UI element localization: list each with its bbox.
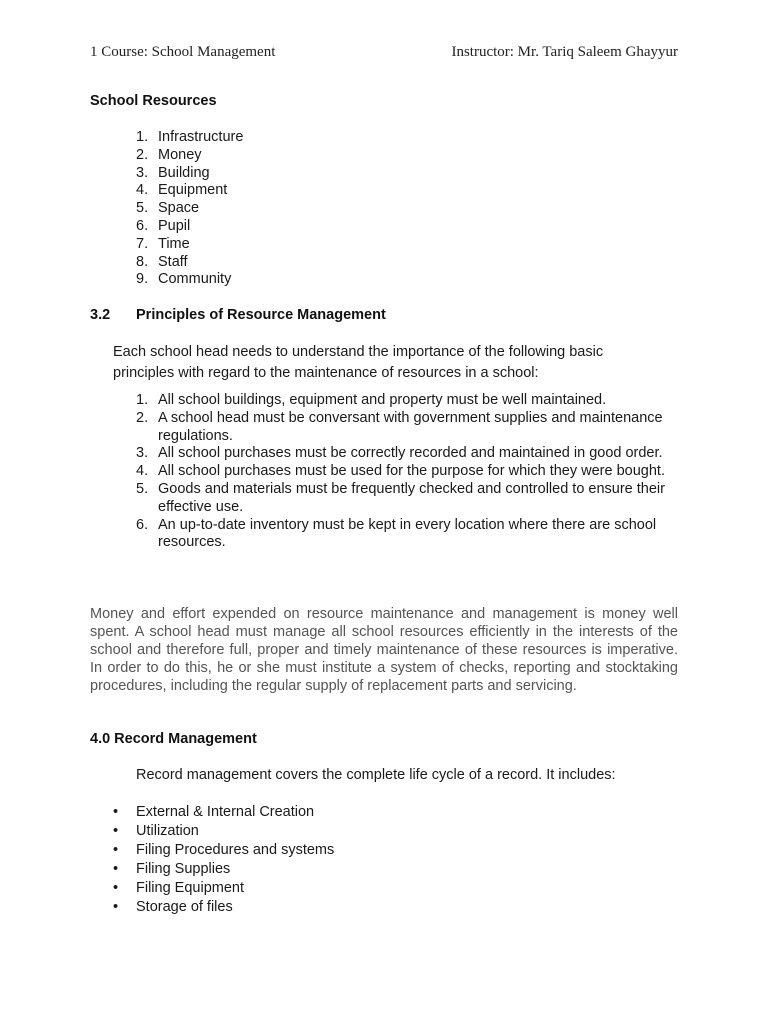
list-item-text: All school purchases must be correctly recorded and maintained in good order.	[158, 445, 663, 462]
list-item-text: Pupil	[158, 217, 191, 234]
list-item	[136, 182, 243, 200]
principles-intro: Each school head needs to understand the importance of the following basic principles with regard to the maintenance of resources in a school:	[113, 344, 604, 381]
list-item-number: 4.	[136, 463, 149, 480]
principles-heading	[90, 307, 386, 323]
list-item	[136, 254, 243, 272]
list-item-number: 5.	[136, 480, 149, 497]
list-item-number: 6.	[136, 217, 149, 234]
list-item-number: 6.	[136, 516, 149, 533]
list-item-text: Infrastructure	[158, 129, 244, 145]
section-number: 3.2	[90, 307, 111, 323]
list-item-number: 8.	[136, 253, 149, 270]
bullet-item: • Filing Procedures and systems	[113, 841, 334, 860]
section-title: Principles of Resource Management	[136, 307, 386, 323]
bullet-item: • Filing Supplies	[113, 860, 334, 879]
list-item	[136, 463, 676, 481]
instructor-name: Instructor: Mr. Tariq Saleem Ghayyur	[451, 44, 678, 60]
list-item-text: Space	[158, 200, 200, 217]
list-item-text: Money	[158, 146, 202, 163]
list-item-number: 3.	[136, 445, 149, 462]
list-item	[136, 200, 243, 218]
list-item-number: 1.	[136, 129, 149, 145]
list-item-number: 1.	[136, 392, 149, 408]
list-item-text: A school head must be conversant with government supplies and maintenance regulations.	[158, 409, 663, 444]
list-item-text: Time	[158, 235, 190, 252]
principles-list	[136, 392, 676, 552]
school-resources-list	[136, 129, 243, 289]
bullet-item: • Filing Equipment	[113, 879, 334, 898]
list-item-number: 2.	[136, 146, 149, 163]
list-item-text: Building	[158, 164, 210, 181]
list-item-text: Staff	[158, 253, 188, 270]
list-item	[136, 165, 243, 183]
list-item-number: 2.	[136, 409, 149, 426]
list-item	[136, 129, 243, 147]
list-item-text: Community	[158, 271, 232, 288]
course-title: 1 Course: School Management	[90, 44, 276, 60]
list-item	[136, 392, 676, 410]
list-item-text: Equipment	[158, 182, 228, 199]
bullet-item: • External & Internal Creation	[113, 803, 334, 822]
list-item	[136, 481, 676, 517]
bullet-item: • Utilization	[113, 822, 334, 841]
school-resources-heading: School Resources	[90, 93, 217, 109]
list-item-text: All school buildings, equipment and property must be well maintained.	[158, 392, 607, 408]
list-item-text: An up-to-date inventory must be kept in every location where there are school resources.	[158, 516, 657, 551]
list-item-number: 9.	[136, 271, 149, 288]
list-item	[136, 517, 676, 553]
list-item	[136, 236, 243, 254]
record-management-list	[113, 803, 334, 917]
list-item-number: 4.	[136, 182, 149, 199]
page-header	[90, 44, 678, 61]
list-item-number: 7.	[136, 235, 149, 252]
list-item-text: All school purchases must be used for the purpose for which they were bought.	[158, 463, 665, 480]
list-item	[136, 271, 243, 289]
record-management-intro: Record management covers the complete life cycle of a record. It includes:	[136, 767, 616, 783]
resource-maintenance-paragraph: Money and effort expended on resource maintenance and management is money well spent. A school head must manage all school resources efficiently in the interests of the school and therefore full, proper and timely maintenance of these resources is imperative. In order to do this, he or she must institute a system of checks, reporting and stocktaking procedures, including the regular supply of replacement parts and servicing.	[90, 606, 678, 694]
list-item-number: 5.	[136, 200, 149, 217]
list-item-number: 3.	[136, 164, 149, 181]
list-item-text: Goods and materials must be frequently checked and controlled to ensure their effective use.	[158, 480, 665, 515]
list-item	[136, 445, 676, 463]
bullet-item: • Storage of files	[113, 898, 334, 917]
record-management-heading: 4.0 Record Management	[90, 731, 257, 747]
list-item	[136, 218, 243, 236]
list-item	[136, 410, 676, 446]
list-item	[136, 147, 243, 165]
